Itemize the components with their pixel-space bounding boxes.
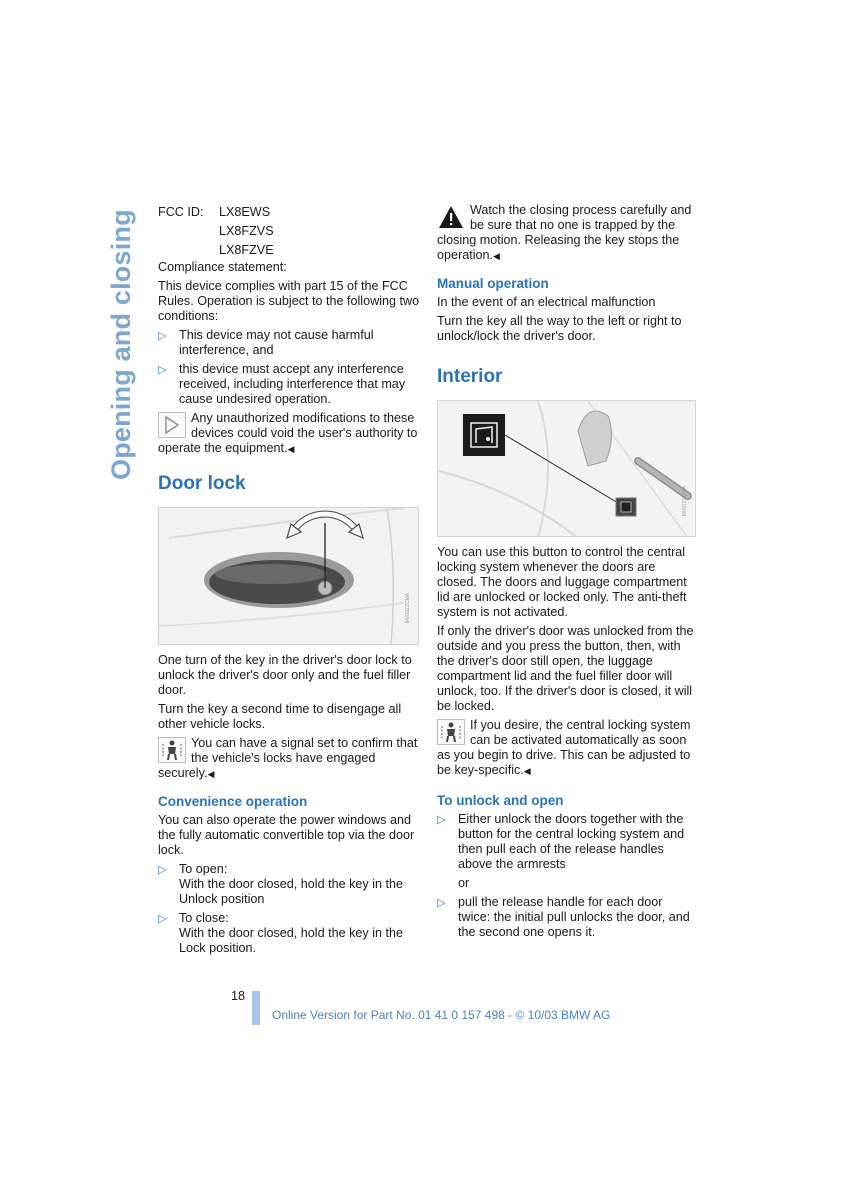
list-item [437, 812, 695, 872]
note-block [437, 718, 695, 779]
note-text: If you desire, the central locking system can be activated automatically as soon as you begin to drive. This can be adjusted to be key-specific. [437, 718, 691, 777]
interior-para: You can use this button to control the central locking system whenever the doors are closed. The doors and luggage compartment lid are unlocked or locked only. The anti-theft system is not activated. [437, 545, 687, 619]
subheading-convenience: Convenience operation [158, 794, 308, 809]
list-item-text: pull the release handle for each door twice: the initial pull unlocks the door, and the second one opens it. [458, 895, 690, 939]
section-heading-interior: Interior [437, 366, 503, 387]
compliance-text: This device complies with part 15 of the FCC Rules. Operation is subject to the following two conditions: [158, 279, 420, 323]
note-text: Any unauthorized modifications to these devices could void the user's authority to operate the equipment. [158, 411, 418, 455]
note-arrow-icon [158, 412, 186, 438]
list-item-text: With the door closed, hold the key in the Unlock position [179, 877, 404, 906]
subheading-manual: Manual operation [437, 276, 549, 291]
note-block [158, 736, 420, 782]
compliance-label: Compliance statement: [158, 260, 287, 274]
or-text: or [458, 876, 470, 890]
bullet-triangle-icon: ▷ [158, 330, 167, 342]
fcc-id-value: LX8EWS [219, 205, 271, 219]
console-illustration [438, 401, 696, 537]
list-item-text: With the door closed, hold the key in the Lock position. [179, 926, 404, 955]
note-block [158, 411, 420, 457]
list-item-text: Either unlock the doors together with the button for the central locking system and then pull each of the release handles above the armrests [458, 812, 685, 871]
bullet-triangle-icon: ▷ [437, 897, 446, 909]
fcc-id-value: LX8FZVE [219, 243, 274, 257]
list-item [158, 862, 420, 907]
bullet-triangle-icon: ▷ [158, 864, 167, 876]
person-signal-icon [158, 737, 186, 763]
list-item [437, 895, 695, 940]
manual-para: Turn the key all the way to the left or right to unlock/lock the driver's door. [437, 314, 682, 343]
section-heading-door-lock: Door lock [158, 473, 246, 494]
figure-code: MV07ZZCMA [682, 486, 688, 517]
fcc-id-value: LX8FZVS [219, 224, 274, 238]
right-column [437, 203, 695, 944]
warning-text: Watch the closing process carefully and be sure that no one is trapped by the closing motion. Releasing the key stops the operation. [437, 203, 692, 262]
interior-para: If only the driver's door was unlocked from the outside and you press the button, then, with the driver's door still open, the luggage compartment lid and the fuel filler door will unlock, too. If the driver's door is closed, it will be locked. [437, 624, 694, 713]
bullet-triangle-icon: ▷ [158, 913, 167, 925]
left-column [158, 203, 420, 960]
end-mark-icon: ◀ [207, 769, 215, 779]
end-mark-icon: ◀ [287, 444, 295, 454]
footer-bar [252, 991, 260, 1025]
end-mark-icon: ◀ [523, 766, 531, 776]
warning-block [437, 203, 695, 264]
list-item-text: this device must accept any interference received, including interference that may cause undesired operation. [179, 362, 406, 406]
bullet-triangle-icon: ▷ [437, 814, 446, 826]
list-item [158, 362, 420, 407]
door-handle-illustration [159, 508, 419, 645]
page-number: 18 [231, 989, 246, 1003]
list-item-label: To close: [179, 911, 229, 925]
list-item [158, 328, 420, 358]
door-lock-para: One turn of the key in the driver's door lock to unlock the driver's door only and the fuel filler door. [158, 653, 412, 697]
list-item-label: To open: [179, 862, 228, 876]
warning-icon [437, 204, 465, 230]
list-item-text: This device may not cause harmful interference, and [179, 328, 374, 357]
door-lock-para: Turn the key a second time to disengage all other vehicle locks. [158, 702, 402, 731]
bullet-triangle-icon: ▷ [158, 364, 167, 376]
figure-code: MV03ZZCMA [405, 593, 411, 624]
manual-para: In the event of an electrical malfunction [437, 295, 656, 309]
fcc-id-row [158, 203, 420, 222]
end-mark-icon: ◀ [493, 251, 500, 261]
fcc-id-label: FCC ID: [158, 205, 204, 219]
interior-figure [437, 400, 696, 537]
list-item [158, 911, 420, 956]
note-text: You can have a signal set to confirm that the vehicle's locks have engaged securely. [158, 736, 418, 780]
footer-text: Online Version for Part No. 01 41 0 157 498 - © 10/03 BMW AG [272, 1008, 611, 1022]
door-lock-figure [158, 507, 419, 645]
chapter-side-title: Opening and closing [106, 209, 136, 480]
person-signal-icon [437, 719, 465, 745]
convenience-para: You can also operate the power windows and the fully automatic convertible top via the door lock. [158, 813, 415, 857]
subheading-unlock-open: To unlock and open [437, 793, 564, 808]
